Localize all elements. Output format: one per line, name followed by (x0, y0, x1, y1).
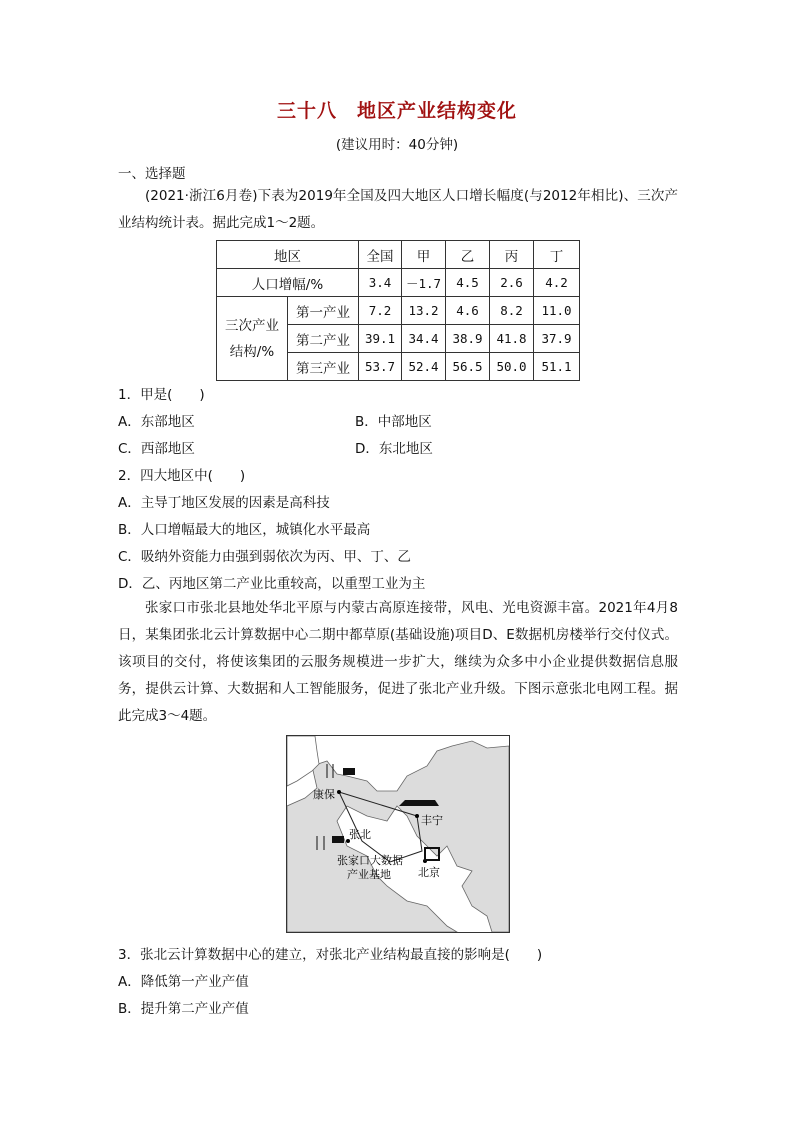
suggested-time: (建议用时：40分钟) (335, 137, 459, 153)
option-a: A．主导丁地区发展的因素是高科技 (118, 495, 330, 511)
table-cell: 4.5 (446, 269, 490, 297)
group-label (217, 297, 288, 381)
table-cell: 39.1 (359, 325, 402, 353)
label-fengning: 丰宁 (421, 814, 443, 827)
table-header: 丙 (490, 241, 534, 269)
node-kangbao (337, 790, 341, 794)
table-cell: 8.2 (490, 297, 534, 325)
label-data-base: 张家口大数据 (337, 854, 403, 867)
table-header: 全国 (359, 241, 402, 269)
table-cell: 4.2 (534, 269, 580, 297)
table-cell: 2.6 (490, 269, 534, 297)
section-heading: 一、选择题 (118, 166, 186, 182)
node-fengning (415, 814, 419, 818)
table-cell: 51.1 (534, 353, 580, 381)
data-table (216, 240, 580, 381)
intro-paragraph-2: 张家口市张北县地处华北平原与内蒙古高原连接带，风电、光电资源丰富。2021年4月8日，某集团张北云计算数据中心二期中都草原(基础设施)项目D、E数据机房楼举行交付仪式。该项目的交付，将使该集团的云服务规模进一步扩大，继续为众多中小企业提供数据信息服务，提供云计算、大数据和人工智能服务，促进了张北产业升级。下图示意张北电网工程。据此完成3～4题。 (118, 600, 678, 724)
option-b: B．中部地区 (355, 414, 432, 430)
region-gray (287, 741, 509, 932)
label-zhangbei: 张北 (349, 828, 371, 841)
question-2: 2．四大地区中( ) (118, 468, 246, 484)
option-b: B．提升第二产业产值 (118, 1001, 249, 1017)
option-d: D．乙、丙地区第二产业比重较高，以重型工业为主 (118, 576, 426, 592)
option-a: A．东部地区 (118, 414, 195, 430)
table-cell: 7.2 (359, 297, 402, 325)
label-kangbao: 康保 (313, 788, 335, 801)
table-cell: 11.0 (534, 297, 580, 325)
row-label: 第一产业 (288, 297, 359, 325)
question-1: 1．甲是( ) (118, 387, 205, 403)
table-cell: 56.5 (446, 353, 490, 381)
power-grid-map (286, 735, 510, 933)
table-cell: 52.4 (402, 353, 446, 381)
table-cell: 3.4 (359, 269, 402, 297)
table-header-region: 地区 (217, 241, 359, 269)
table-cell: －1.7 (402, 269, 446, 297)
label-data-base: 产业基地 (347, 868, 391, 881)
region-white (287, 736, 319, 786)
table-cell: 53.7 (359, 353, 402, 381)
group-label-line: 三次产业 (225, 317, 279, 334)
intro-paragraph-1: (2021·浙江6月卷)下表为2019年全国及四大地区人口增长幅度(与2012年相比)、三次产业结构统计表。据此完成1～2题。 (118, 188, 678, 231)
dam-icon (399, 800, 439, 806)
row-label: 第二产业 (288, 325, 359, 353)
option-c: C．西部地区 (118, 441, 195, 457)
table-cell: 41.8 (490, 325, 534, 353)
table-header: 甲 (402, 241, 446, 269)
table-cell: 4.6 (446, 297, 490, 325)
question-3: 3．张北云计算数据中心的建立，对张北产业结构最直接的影响是( ) (118, 947, 543, 963)
row-label: 第三产业 (288, 353, 359, 381)
option-c: C．吸纳外资能力由强到弱依次为丙、甲、丁、乙 (118, 549, 411, 565)
map-graphic (287, 736, 509, 932)
table-row (217, 269, 580, 297)
table-header: 乙 (446, 241, 490, 269)
table-cell: 38.9 (446, 325, 490, 353)
table-header: 丁 (534, 241, 580, 269)
option-d: D．东北地区 (355, 441, 433, 457)
cattle-icon (332, 836, 344, 843)
table-cell: 50.0 (490, 353, 534, 381)
page-title: 三十八 地区产业结构变化 (276, 100, 517, 122)
row-label: 人口增幅/% (217, 269, 359, 297)
table-cell: 13.2 (402, 297, 446, 325)
option-a: A．降低第一产业产值 (118, 974, 249, 990)
table-row (217, 297, 580, 325)
option-b: B．人口增幅最大的地区，城镇化水平最高 (118, 522, 371, 538)
group-label-line: 结构/% (229, 343, 275, 360)
label-beijing: 北京 (418, 866, 440, 879)
cattle-icon (343, 768, 355, 775)
table-cell: 34.4 (402, 325, 446, 353)
table-cell: 37.9 (534, 325, 580, 353)
